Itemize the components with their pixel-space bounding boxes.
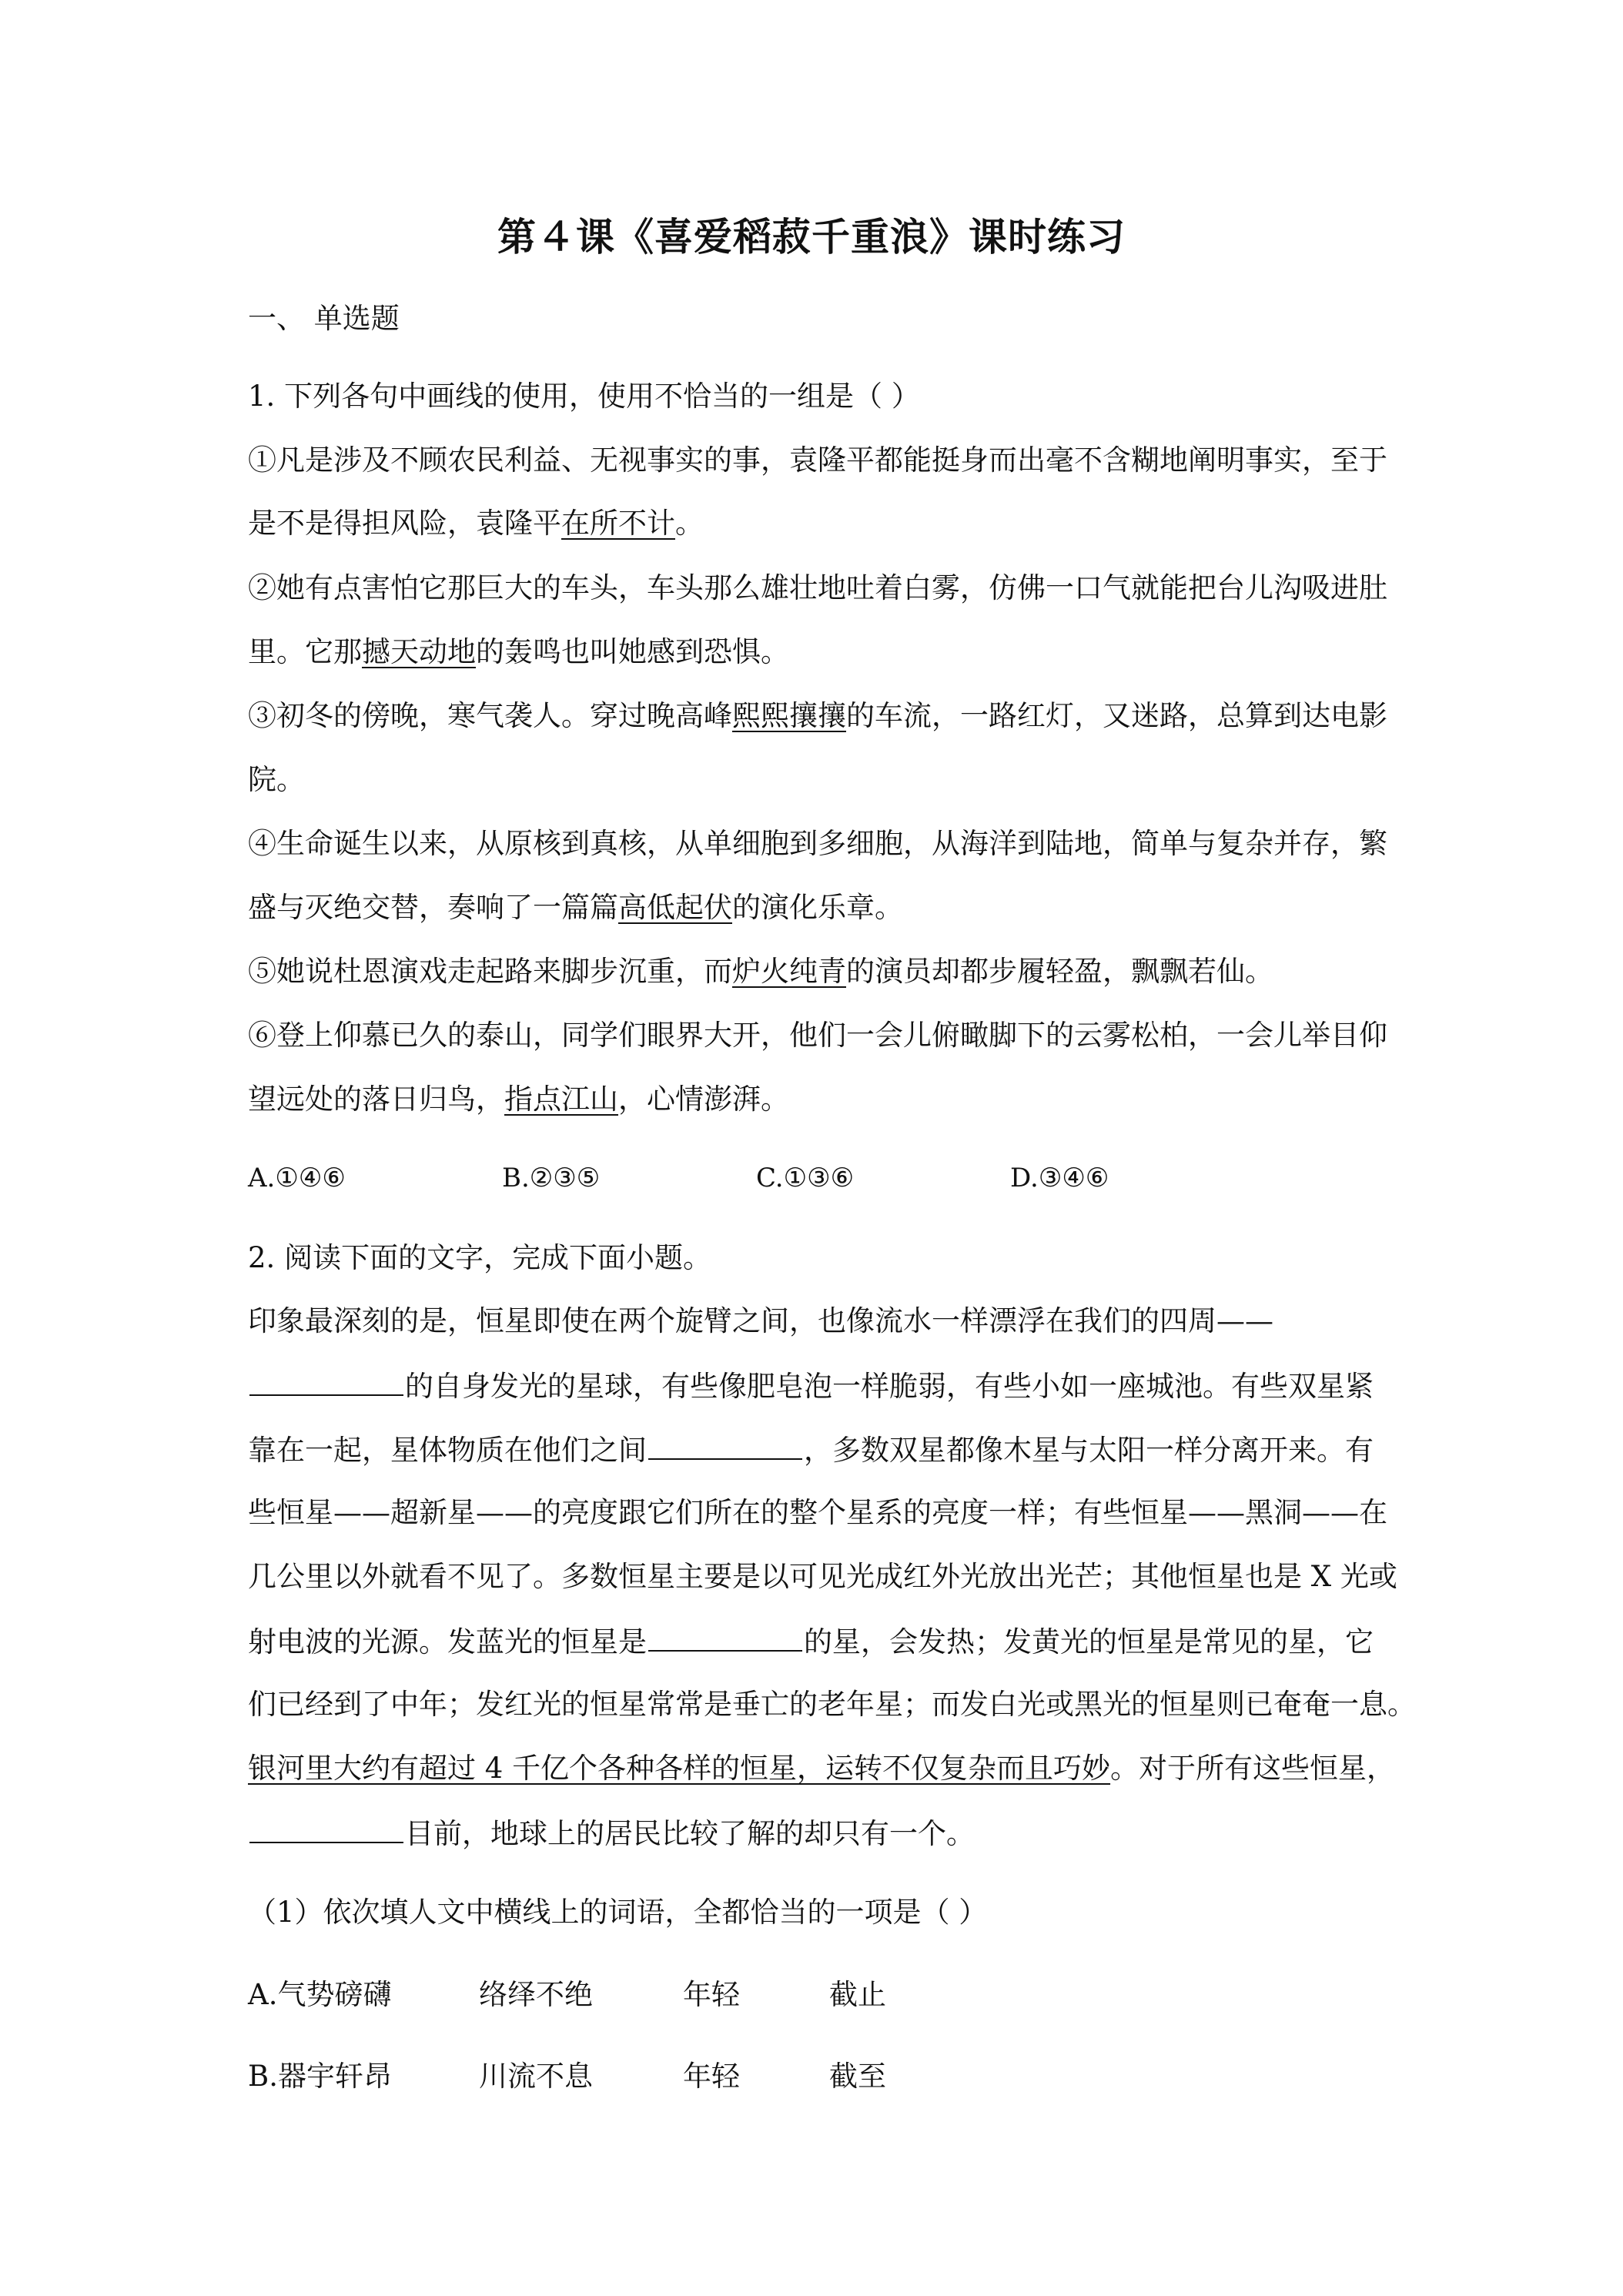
- fill-blank[interactable]: [249, 1816, 403, 1843]
- sentence-6-line-2: 望远处的落日归鸟，指点江山，心情澎湃。: [248, 1083, 789, 1116]
- passage-line-6: 射电波的光源。发蓝光的恒星是 的星，会发热；发黄光的恒星是常见的星，它: [248, 1625, 1374, 1658]
- sentence-3-line-2: 院。: [248, 763, 305, 796]
- passage-line-7: 们已经到了中年；发红光的恒星常常是垂亡的老年星；而发白光或黑光的恒星则已奄奄一息。: [248, 1688, 1416, 1721]
- passage-line-3: 靠在一起，星体物质在他们之间 ，多数双星都像木星与太阳一样分离开来。有: [248, 1434, 1374, 1467]
- sentence-4-line-1: ④生命诞生以来，从原核到真核，从单细胞到多细胞，从海洋到陆地，简单与复杂并存，繁: [248, 827, 1387, 860]
- sentence-5: ⑤她说杜恩演戏走起路来脚步沉重，而炉火纯青的演员却都步履轻盈，飘飘若仙。: [248, 955, 1273, 988]
- section-heading: 一、 单选题: [248, 302, 400, 335]
- option-b[interactable]: B.②③⑤: [502, 1163, 601, 1193]
- underlined-phrase: 炉火纯青: [732, 955, 846, 988]
- option-d[interactable]: D.③④⑥: [1010, 1163, 1109, 1193]
- underlined-phrase: 高低起伏: [618, 891, 732, 924]
- question-1-stem: 1. 下列各句中画线的使用，使用不恰当的一组是（ ）: [248, 380, 920, 413]
- sentence-2-line-1: ②她有点害怕它那巨大的车头，车头那么雄壮地吐着白雾，仿佛一口气就能把台儿沟吸进肚: [248, 571, 1387, 604]
- sentence-3-line-1: ③初冬的傍晚，寒气袭人。穿过晚高峰熙熙攘攘的车流，一路红灯，又迷路，总算到达电影: [248, 699, 1387, 732]
- sentence-6-line-1: ⑥登上仰慕已久的泰山，同学们眼界大开，他们一会儿俯瞰脚下的云雾松柏，一会儿举目仰: [248, 1019, 1387, 1052]
- page-title: 第４课《喜爱稻菽千重浪》课时练习: [497, 215, 1126, 259]
- passage-line-5: 几公里以外就看不见了。多数恒星主要是以可见光成红外光放出光芒；其他恒星也是 X 光或: [248, 1560, 1397, 1593]
- underlined-phrase: 熙熙攘攘: [732, 699, 846, 732]
- passage-line-1: 印象最深刻的是，恒星即使在两个旋臂之间，也像流水一样漂浮在我们的四周——: [248, 1304, 1273, 1337]
- passage-line-4: 些恒星——超新星——的亮度跟它们所在的整个星系的亮度一样；有些恒星——黑洞——在: [248, 1496, 1387, 1529]
- sentence-2-line-2: 里。它那撼天动地的轰鸣也叫她感到恐惧。: [248, 635, 789, 668]
- option-a[interactable]: A.①④⑥: [248, 1163, 346, 1193]
- sentence-1-line-2: 是不是得担风险，袁隆平在所不计。: [248, 507, 704, 540]
- option-b-row[interactable]: B.器宇轩昂 川流不息 年轻 截至: [248, 2060, 886, 2093]
- fill-blank[interactable]: [249, 1368, 403, 1396]
- sub-question-1: （1）依次填人文中横线上的词语，全都恰当的一项是（ ）: [248, 1896, 988, 1929]
- passage-line-9: 目前，地球上的居民比较了解的却只有一个。: [248, 1816, 975, 1851]
- option-c[interactable]: C.①③⑥: [756, 1163, 855, 1193]
- question-1-options: [248, 1163, 1109, 1194]
- option-a-row[interactable]: A.气势磅礴 络绎不绝 年轻 截止: [248, 1978, 886, 2011]
- fill-blank[interactable]: [648, 1432, 802, 1460]
- passage-line-2: 的自身发光的星球，有些像肥皂泡一样脆弱，有些小如一座城池。有些双星紧: [248, 1368, 1374, 1404]
- sentence-4-line-2: 盛与灭绝交替，奏响了一篇篇高低起伏的演化乐章。: [248, 891, 903, 924]
- underlined-phrase: 指点江山: [504, 1083, 618, 1116]
- underlined-sentence: 银河里大约有超过 4 千亿个各种各样的恒星，运转不仅复杂而且巧妙: [248, 1752, 1111, 1785]
- question-2-stem: 2. 阅读下面的文字，完成下面小题。: [248, 1241, 712, 1274]
- sentence-1-line-1: ①凡是涉及不顾农民利益、无视事实的事，袁隆平都能挺身而出毫不含糊地阐明事实，至于: [248, 443, 1387, 477]
- underlined-phrase: 在所不计: [561, 507, 675, 540]
- passage-line-8: 银河里大约有超过 4 千亿个各种各样的恒星，运转不仅复杂而且巧妙。对于所有这些恒星，: [248, 1752, 1396, 1785]
- underlined-phrase: 撼天动地: [362, 635, 476, 668]
- fill-blank[interactable]: [648, 1624, 802, 1652]
